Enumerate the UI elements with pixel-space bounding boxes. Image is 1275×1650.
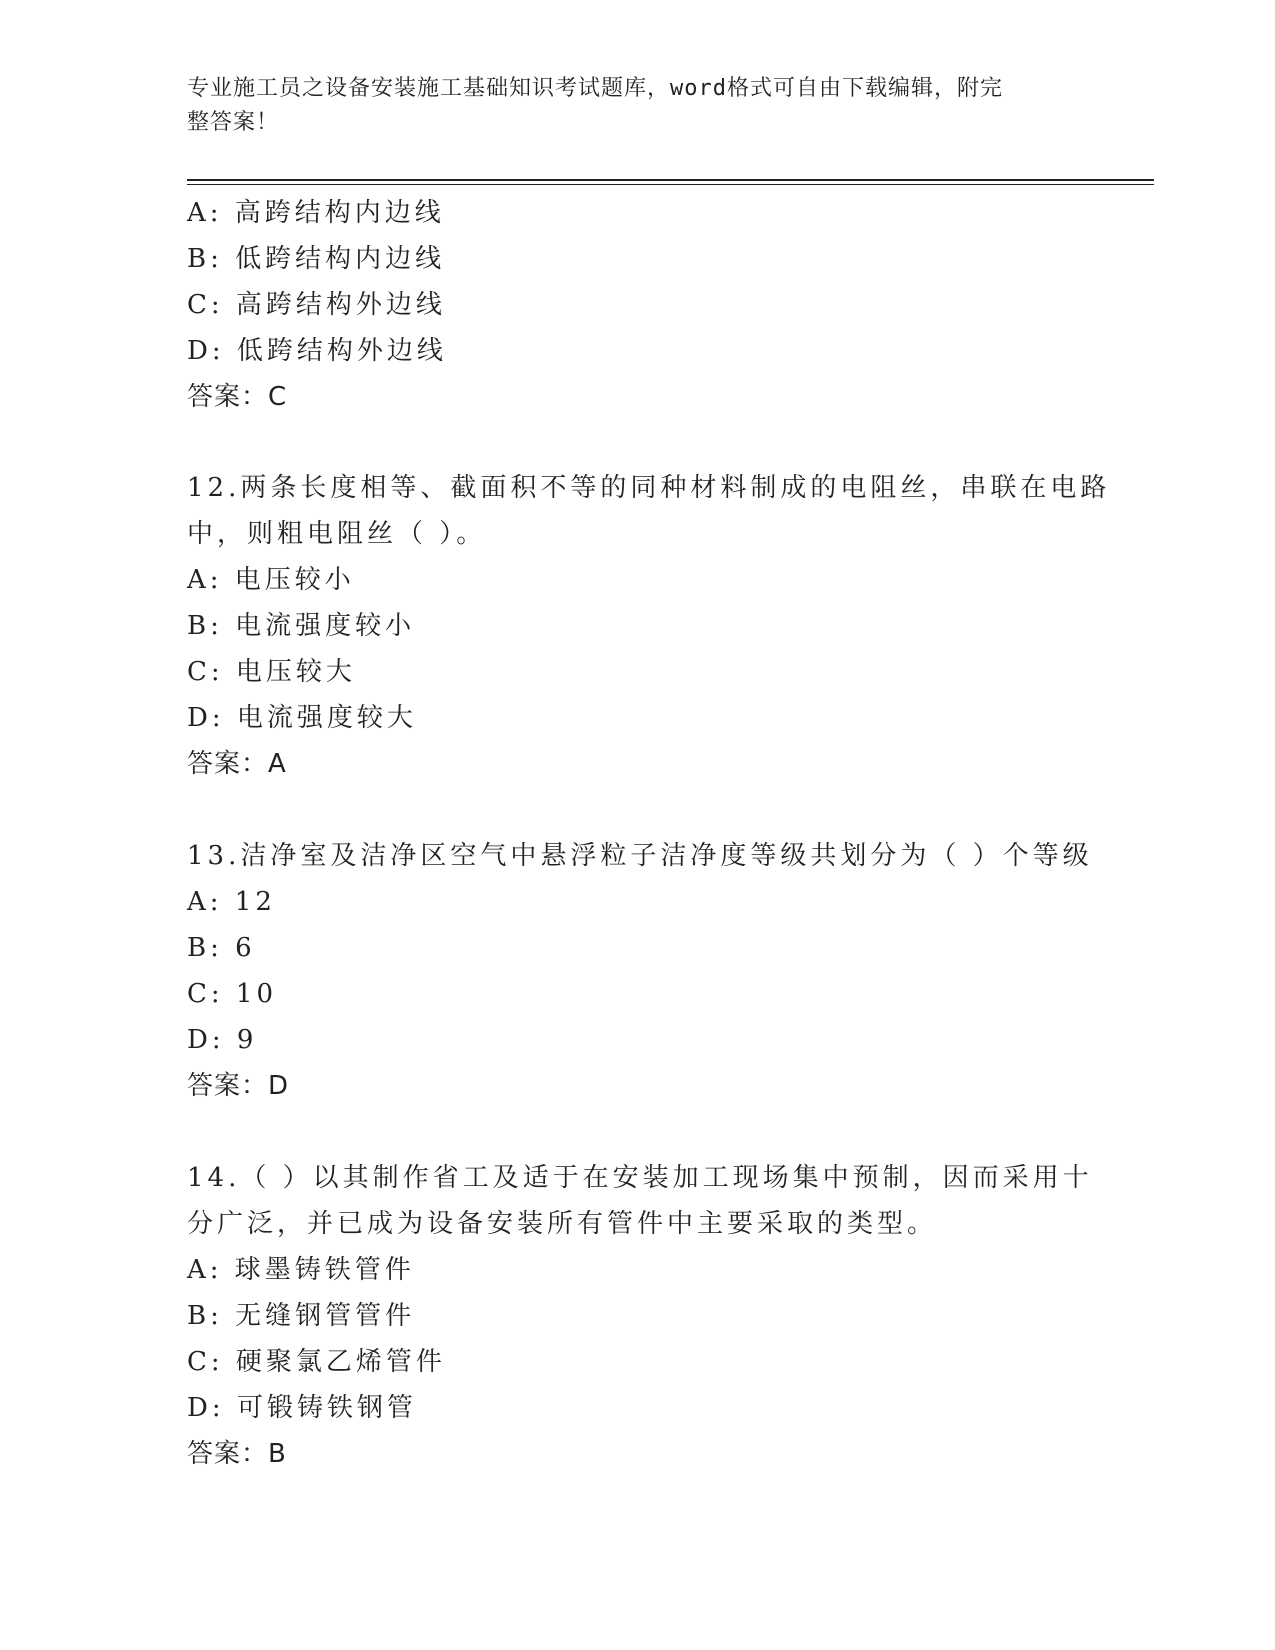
option-c: C: 硬聚氯乙烯管件 — [187, 1347, 446, 1377]
question-stem: 14.（ ）以其制作省工及适于在安装加工现场集中预制，因而采用十 — [187, 1163, 1093, 1193]
document-header — [187, 72, 1067, 140]
header-line-1: 专业施工员之设备安装施工基础知识考试题库，word格式可自由下载编辑，附完 — [187, 76, 1003, 101]
question-13 — [187, 833, 1093, 1109]
question-list — [187, 190, 1111, 1477]
header-divider-thick — [187, 179, 1154, 181]
option-c: C: 电压较大 — [187, 657, 356, 687]
option-d: D: 可锻铸铁钢管 — [187, 1393, 417, 1423]
question-stem: 13.洁净室及洁净区空气中悬浮粒子洁净度等级共划分为（ ）个等级 — [187, 841, 1093, 871]
header-divider-thin — [187, 184, 1154, 185]
option-b: B: 6 — [187, 933, 256, 963]
option-a: A: 12 — [187, 887, 276, 917]
answer: 答案：A — [187, 749, 287, 779]
question-12 — [187, 465, 1111, 787]
option-b: B: 低跨结构内边线 — [187, 244, 446, 274]
prev-question — [187, 190, 1087, 420]
question-stem: 12.两条长度相等、截面积不等的同种材料制成的电阻丝，串联在电路 — [187, 473, 1111, 503]
header-line-2: 整答案！ — [187, 110, 280, 135]
option-c: C: 高跨结构外边线 — [187, 290, 446, 320]
option-d: D: 低跨结构外边线 — [187, 336, 447, 366]
question-stem: 分广泛，并已成为设备安装所有管件中主要采取的类型。 — [187, 1209, 938, 1239]
option-a: A: 球墨铸铁管件 — [187, 1255, 415, 1285]
question-14 — [187, 1155, 1093, 1477]
option-d: D: 电流强度较大 — [187, 703, 417, 733]
option-b: B: 无缝钢管管件 — [187, 1301, 416, 1331]
option-a: A: 高跨结构内边线 — [187, 198, 445, 228]
answer: 答案：D — [187, 1071, 290, 1101]
answer: 答案：C — [187, 382, 288, 412]
question-stem: 中，则粗电阻丝（ ）。 — [187, 519, 487, 549]
option-a: A: 电压较小 — [187, 565, 355, 595]
option-b: B: 电流强度较小 — [187, 611, 416, 641]
option-c: C: 10 — [187, 979, 278, 1009]
option-d: D: 9 — [187, 1025, 258, 1055]
answer: 答案：B — [187, 1439, 287, 1469]
